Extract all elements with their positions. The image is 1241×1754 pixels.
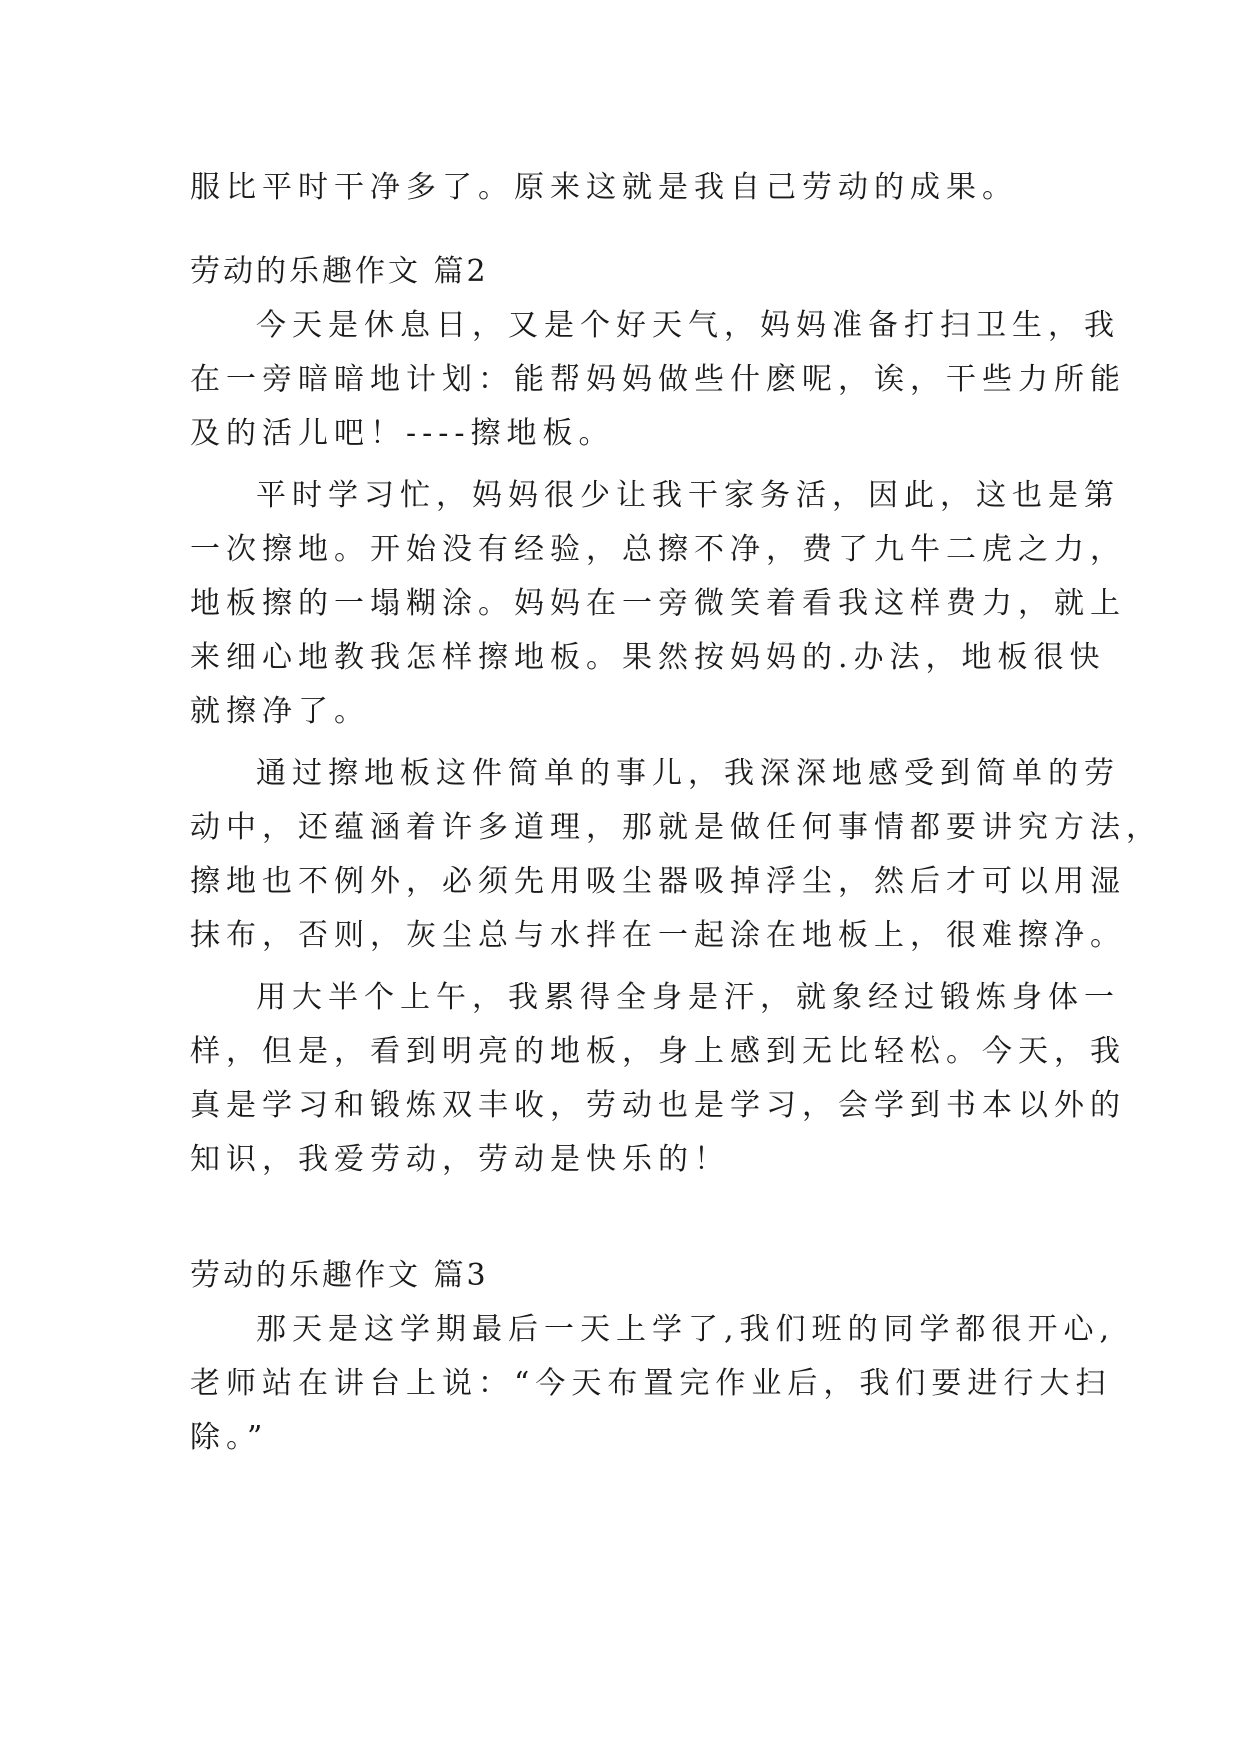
paragraph-line: 擦地也不例外，必须先用吸尘器吸掉浮尘，然后才可以用湿 — [190, 864, 1126, 899]
section-heading: 劳动的乐趣作文 篇3 — [190, 1258, 489, 1293]
paragraph-line: 就擦净了。 — [190, 694, 370, 729]
paragraph-line: 一次擦地。开始没有经验，总擦不净，费了九牛二虎之力， — [190, 532, 1126, 567]
paragraph-line: 来细心地教我怎样擦地板。果然按妈妈的.办法，地板很快 — [190, 640, 1106, 675]
section-heading: 劳动的乐趣作文 篇2 — [190, 254, 489, 289]
paragraph-line: 样，但是，看到明亮的地板，身上感到无比轻松。今天，我 — [190, 1034, 1126, 1069]
paragraph-line: 那天是这学期最后一天上学了,我们班的同学都很开心, — [256, 1312, 1116, 1347]
paragraph-line: 除。” — [190, 1420, 269, 1455]
paragraph-line: 及的活儿吧！----擦地板。 — [190, 416, 615, 451]
paragraph-line: 平时学习忙，妈妈很少让我干家务活，因此，这也是第 — [256, 478, 1120, 513]
paragraph-line: 通过擦地板这件简单的事儿，我深深地感受到简单的劳 — [256, 756, 1120, 791]
paragraph-line: 服比平时干净多了。原来这就是我自己劳动的成果。 — [190, 170, 1018, 205]
paragraph-line: 知识，我爱劳动，劳动是快乐的！ — [190, 1142, 730, 1177]
paragraph-line: 在一旁暗暗地计划：能帮妈妈做些什麽呢，诶，干些力所能 — [190, 362, 1126, 397]
paragraph-line: 地板擦的一塌糊涂。妈妈在一旁微笑着看我这样费力，就上 — [190, 586, 1126, 621]
paragraph-line: 用大半个上午，我累得全身是汗，就象经过锻炼身体一 — [256, 980, 1120, 1015]
paragraph-line: 今天是休息日，又是个好天气，妈妈准备打扫卫生，我 — [256, 308, 1120, 343]
paragraph-line: 老师站在讲台上说：“今天布置完作业后，我们要进行大扫 — [190, 1366, 1112, 1401]
paragraph-line: 真是学习和锻炼双丰收，劳动也是学习，会学到书本以外的 — [190, 1088, 1126, 1123]
paragraph-line: 抹布，否则，灰尘总与水拌在一起涂在地板上，很难擦净。 — [190, 918, 1126, 953]
paragraph-line: 动中，还蕴涵着许多道理，那就是做任何事情都要讲究方法， — [190, 810, 1162, 845]
